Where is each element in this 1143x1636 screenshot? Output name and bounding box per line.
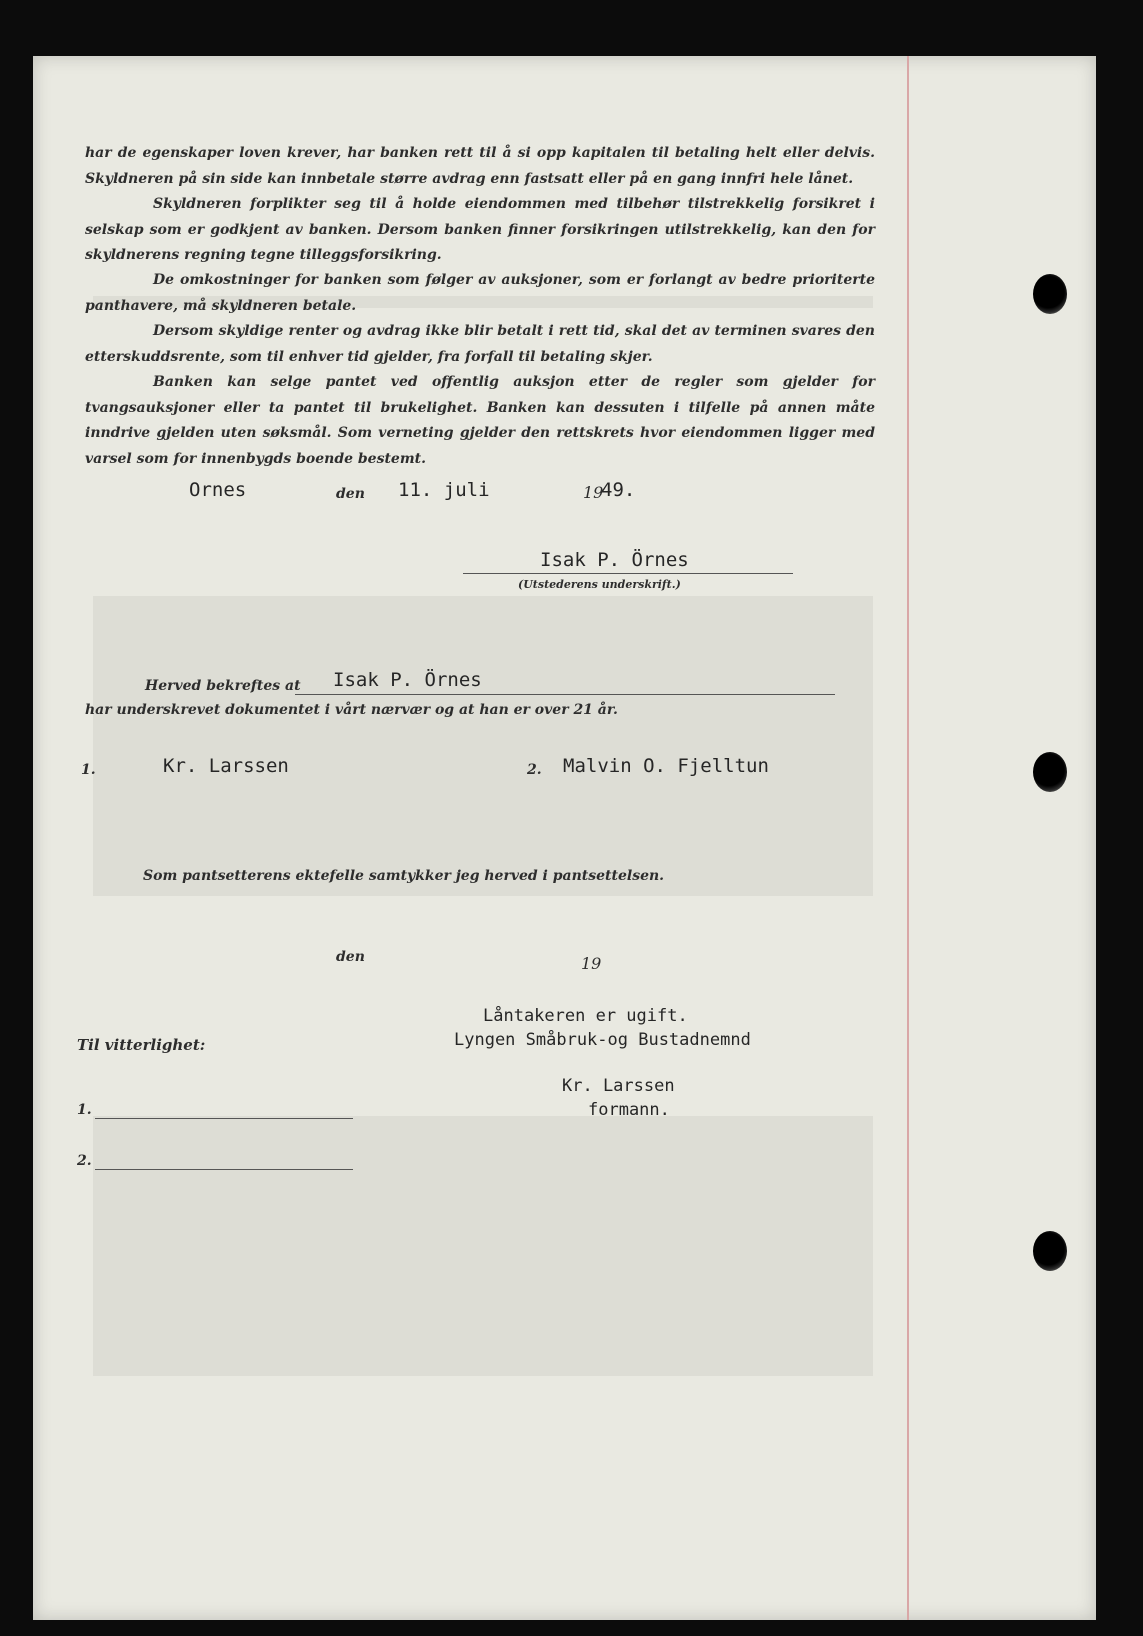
confirmation-statement: har underskrevet dokumentet i vårt nærvær og at han er over 21 år. bbox=[85, 702, 618, 718]
stamp-chairman-name: Kr. Larssen bbox=[562, 1076, 675, 1096]
signing-year-prefix: 19 bbox=[583, 483, 604, 502]
witness-line-2-number: 2. bbox=[77, 1153, 92, 1169]
signing-date: 11. juli bbox=[398, 479, 490, 501]
paragraph-insurance: Skyldneren forplikter seg til å holde eiendommen med tilbehør tilstrekkelig forsikret i selskap som er godkjent av banken. Dersom banken finner forsikringen utilstrekkelig, kan den for skyldnerens regning tegne tilleggsforsikring. bbox=[85, 196, 875, 263]
paragraph-auction: Banken kan selge pantet ved offentlig auksjon etter de regler som gjelder for tvangsauksjoner eller ta pantet til brukelighet. Banken kan dessuten i tilfelle på annen måte inndrive gjelden uten søksmål. Som verneting gjelder den rettskrets hvor eiendommen ligger med varsel som for innenbygds boende bestemt. bbox=[85, 374, 875, 467]
spouse-year-prefix: 19 bbox=[581, 954, 602, 973]
witness-1-name: Kr. Larssen bbox=[163, 755, 289, 777]
punch-hole-icon bbox=[1033, 274, 1067, 314]
punch-hole-icon bbox=[1033, 752, 1067, 792]
spouse-den-label: den bbox=[336, 949, 365, 965]
witness-1-number: 1. bbox=[81, 762, 96, 778]
issuer-name: Isak P. Örnes bbox=[540, 549, 689, 571]
signing-year-suffix: 49. bbox=[601, 479, 636, 501]
margin-line bbox=[907, 56, 909, 1620]
spouse-consent-text: Som pantsetterens ektefelle samtykker jeg herved i pantsettelsen. bbox=[143, 868, 665, 884]
confirmation-label: Herved bekreftes at bbox=[145, 678, 301, 694]
issuer-caption: (Utstederens underskrift.) bbox=[518, 578, 681, 591]
witness-line-1 bbox=[95, 1118, 353, 1119]
confirmation-name: Isak P. Örnes bbox=[333, 669, 482, 691]
paragraph-interest: Dersom skyldige renter og avdrag ikke blir betalt i rett tid, skal det av terminen svares den etterskuddsrente, som til enhver tid gjelder, fra forfall til betaling skjer. bbox=[85, 323, 875, 365]
paragraph-costs: De omkostninger for banken som følger av auksjoner, som er forlangt av bedre prioriterte panthavere, må skyldneren betale. bbox=[85, 272, 875, 314]
punch-hole-icon bbox=[1033, 1231, 1067, 1271]
stamp-unmarried: Låntakeren er ugift. bbox=[483, 1006, 688, 1026]
witness-label: Til vitterlighet: bbox=[77, 1036, 206, 1054]
confirmation-line bbox=[295, 694, 835, 695]
issuer-signature-line bbox=[463, 573, 793, 574]
witness-line-1-number: 1. bbox=[77, 1102, 92, 1118]
witness-2-number: 2. bbox=[527, 762, 542, 778]
stamp-chairman-title: formann. bbox=[588, 1100, 670, 1120]
paragraph-cancellation: har de egenskaper loven krever, har banken rett til å si opp kapitalen til betaling helt eller delvis. Skyldneren på sin side kan innbetale større avdrag enn fastsatt eller på en gang innfri hele lånet. bbox=[85, 145, 875, 187]
document-page bbox=[33, 56, 1096, 1620]
stamp-committee: Lyngen Småbruk-og Bustadnemnd bbox=[454, 1030, 751, 1050]
signing-den-label: den bbox=[336, 486, 365, 502]
signing-place: Ornes bbox=[189, 479, 247, 501]
witness-line-2 bbox=[95, 1169, 353, 1170]
witness-2-name: Malvin O. Fjelltun bbox=[563, 755, 769, 777]
